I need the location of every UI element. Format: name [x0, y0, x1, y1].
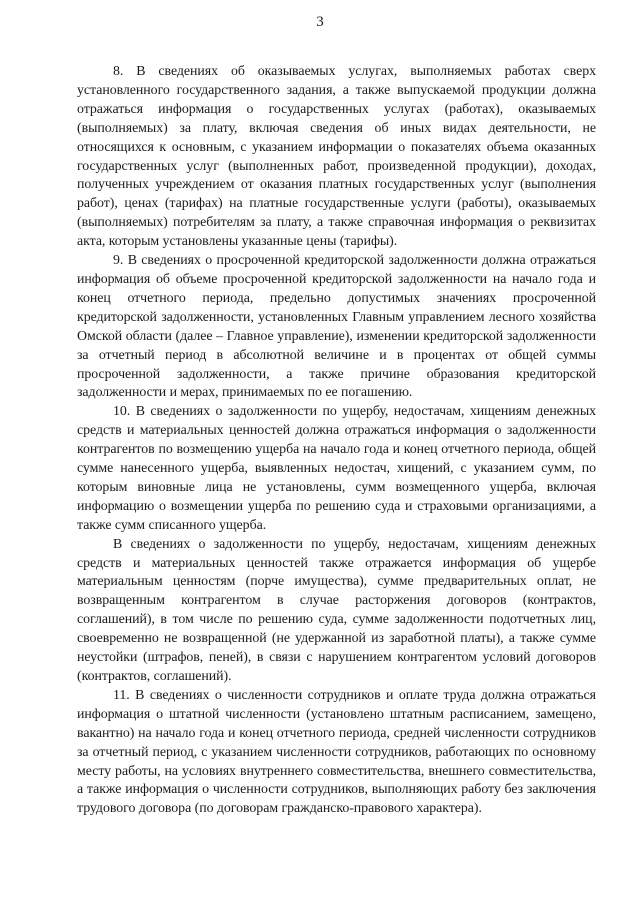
paragraph-11: 11. В сведениях о численности сотрудников и оплате труда должна отражаться информация о штатной численности (установлено штатным расписанием, замещено, вакантно) на начало года и конец отчетного периода, средней численности сотрудников за отчетный период, с указанием численности сотрудников, работающих по основному месту работы, на условиях внутреннего совместительства, внешнего совместительства, а также информация о численности сотрудников, выполняющих работу без заключения трудового договора (по договорам гражданско-правового характера).: [77, 687, 596, 817]
page-number: 3: [316, 14, 324, 30]
paragraph-10: 10. В сведениях о задолженности по ущербу, недостачам, хищениям денежных средств и материальных ценностей должна отражаться информация о задолженности контрагентов по возмещению ущерба на начало года и конец отчетного периода, общей сумме нанесенного ущерба, выявленных недостач, хищений, с указанием сумм, по которым виновные лица не установлены, сумм возмещенного ущерба, включая информацию о возмещении ущерба по решению суда и страховыми организациями, а также сумм списанного ущерба.: [77, 404, 596, 533]
document-body: [77, 63, 596, 819]
paragraph-10-continued: В сведениях о задолженности по ущербу, недостачам, хищениям денежных средств и материальных ценностей также отражается информация об ущербе материальным ценностям (порче имущества), сумме предварительных оплат, не возвращенным контрагентом в случае расторжения договоров (контрактов, соглашений), в том числе по решению суда, сумме задолженности подотчетных лиц, своевременно не возвращенной (не удержанной из заработной платы), а также сумме неустойки (штрафов, пеней), в связи с нарушением контрагентом условий договоров (контрактов, соглашений).: [77, 536, 596, 684]
paragraph-8: 8. В сведениях об оказываемых услугах, выполняемых работах сверх установленного государственного задания, а также выпускаемой продукции должна отражаться информация о государственных услугах (работах), оказываемых (выполняемых) за плату, включая сведения об иных видах деятельности, не относящихся к основным, с указанием информации о показателях объема оказанных государственных услуг (выполненных работ, произведенной продукции), доходах, полученных учреждением от оказания платных государственных услуг (выполнения работ), ценах (тарифах) на платные государственные услуги (работы), оказываемых (выполняемых) потребителям за плату, а также справочная информация о реквизитах акта, которым установлены указанные цены (тарифы).: [77, 64, 596, 250]
paragraph-9: 9. В сведениях о просроченной кредиторской задолженности должна отражаться информация об объеме просроченной кредиторской задолженности на начало года и конец отчетного периода, предельно допустимых значениях просроченной кредиторской задолженности, установленных Главным управлением лесного хозяйства Омской области (далее – Главное управление), изменении кредиторской задолженности за отчетный период в абсолютной величине и в процентах от общей суммы просроченной задолженности, а также причине образования кредиторской задолженности и мерах, принимаемых по ее погашению.: [77, 253, 596, 401]
